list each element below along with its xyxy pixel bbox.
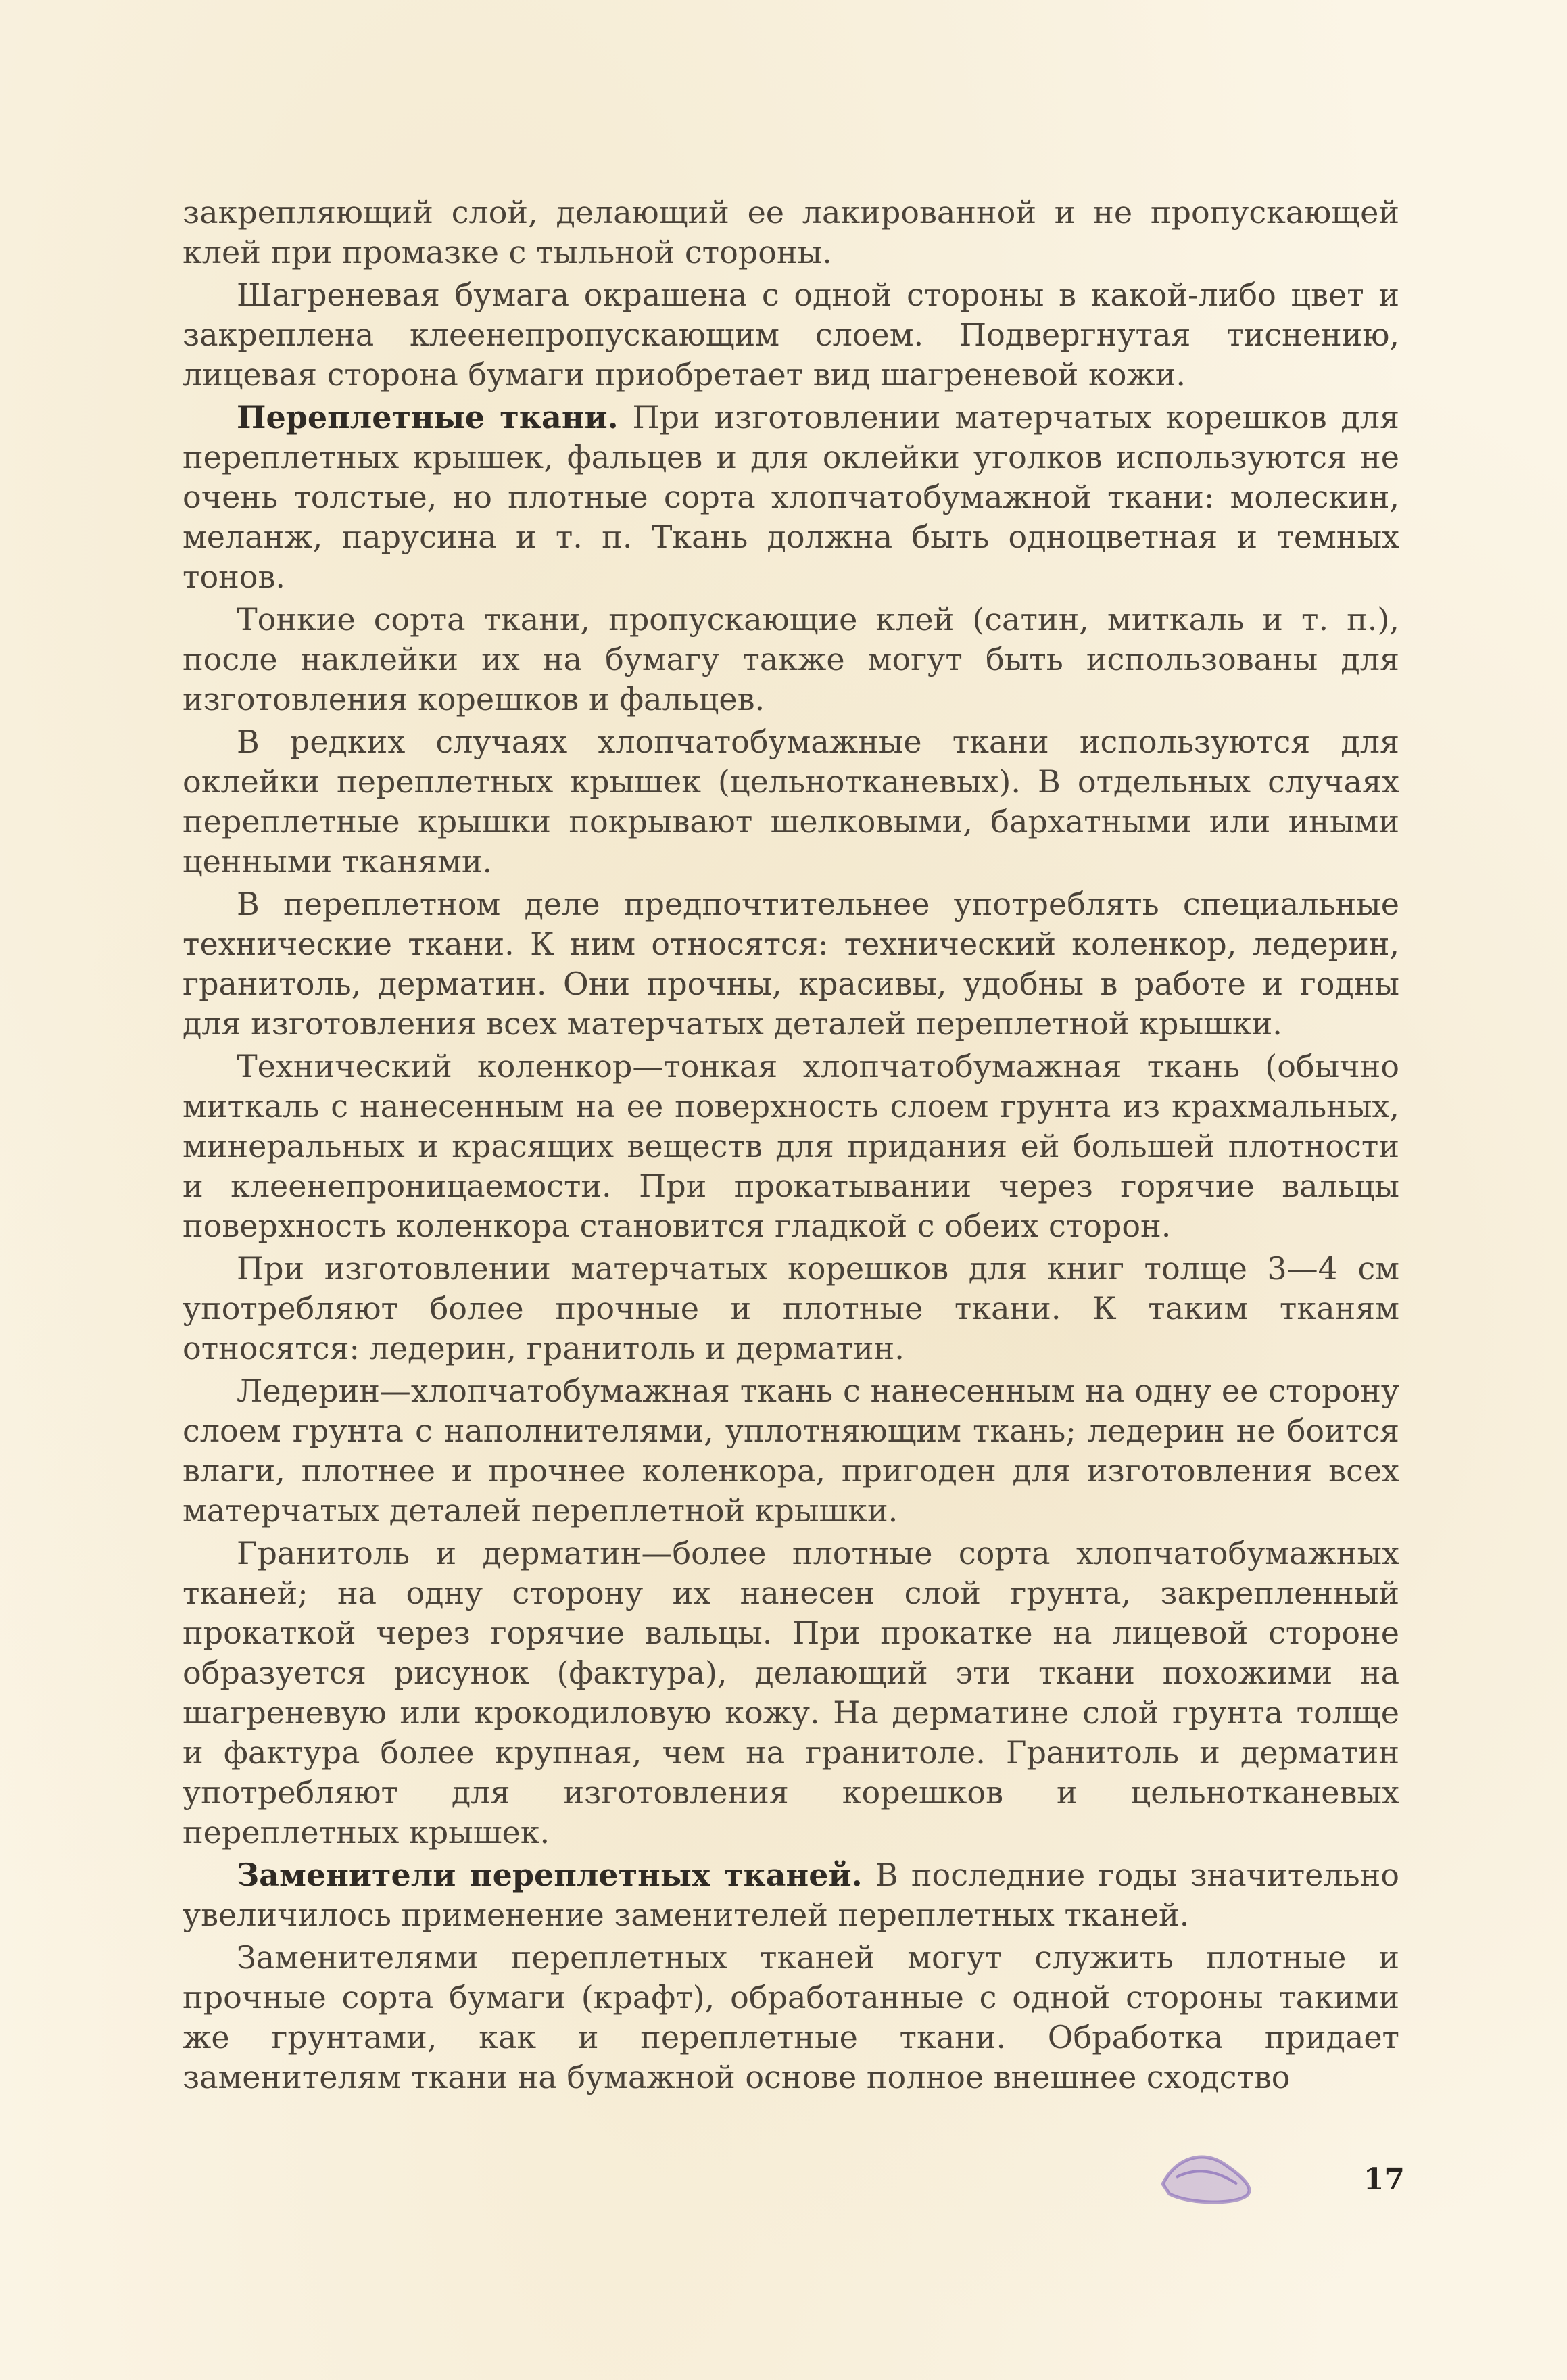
paragraph-2 — [183, 398, 1399, 597]
paragraph-0-text: закрепляющий слой, делающий ее лакированной и не пропускающей клей при промазке с тыльной стороны. — [183, 194, 1399, 270]
paragraph-10 — [183, 1855, 1399, 1935]
paragraph-10-text: В последние годы значительно увеличилось применение заменителей переплетных тканей. — [183, 1857, 1399, 1933]
paragraph-5 — [183, 884, 1399, 1044]
library-stamp-icon — [1149, 2137, 1271, 2211]
paragraph-6 — [183, 1047, 1399, 1246]
paragraph-1 — [183, 275, 1399, 395]
paragraph-3-text: Тонкие сорта ткани, пропускающие клей (сатин, миткаль и т. п.), после наклейки их на бумагу также могут быть использованы для изготовления корешков и фальцев. — [183, 601, 1399, 717]
paragraph-11-text: Заменителями переплетных тканей могут служить плотные и прочные сорта бумаги (крафт), обработанные с одной стороны такими же грунтами, как и переплетные ткани. Обработка придает заменителям ткани на бумажной основе полное внешнее сходство — [183, 1939, 1399, 2095]
paragraph-8 — [183, 1371, 1399, 1531]
paragraph-7-text: При изготовлении матерчатых корешков для книг толще 3—4 см употребляют более прочные и плотные ткани. К таким тканям относятся: ледерин, гранитоль и дерматин. — [183, 1250, 1399, 1366]
paragraph-5-text: В переплетном деле предпочтительнее употреблять специальные технические ткани. К ним относятся: технический коленкор, ледерин, гранитоль, дерматин. Они прочны, красивы, удобны в работе и годны для изготовления всех матерчатых деталей переплетной крышки. — [183, 886, 1399, 1042]
paragraph-4-text: В редких случаях хлопчатобумажные ткани используются для оклейки переплетных крышек (цельнотканевых). В отдельных случаях переплетные крышки покрывают шелковыми, бархатными или иными ценными тканями. — [183, 723, 1399, 880]
paragraph-2-text: При изготовлении матерчатых корешков для переплетных крышек, фальцев и для оклейки уголков используются не очень толстые, но плотные сорта хлопчатобумажной ткани: молескин, меланж, парусина и т. п. Ткань должна быть одноцветная и темных тонов. — [183, 399, 1399, 595]
paragraph-11 — [183, 1938, 1399, 2097]
paragraph-7 — [183, 1249, 1399, 1368]
paragraph-9 — [183, 1533, 1399, 1853]
paragraph-9-text: Гранитоль и дерматин—более плотные сорта хлопчатобумажных тканей; на одну сторону их нанесен слой грунта, закрепленный прокаткой через горячие вальцы. При прокатке на лицевой стороне образуется рисунок (фактура), делающий эти ткани похожими на шагреневую или крокодиловую кожу. На дерматине слой грунта толще и фактура более крупная, чем на гранитоле. Гранитоль и дерматин употребляют для изготовления корешков и цельнотканевых переплетных крышек. — [183, 1535, 1399, 1851]
body-text — [183, 193, 1399, 2097]
paragraph-4 — [183, 722, 1399, 882]
section-heading-fabric-substitutes: Заменители переплетных тканей. — [237, 1857, 863, 1893]
paragraph-6-text: Технический коленкор—тонкая хлопчатобумажная ткань (обычно миткаль с нанесенным на ее поверхность слоем грунта из крахмальных, минеральных и красящих веществ для придания ей большей плотности и клеенепроницаемости. При прокатывании через горячие вальцы поверхность коленкора становится гладкой с обеих сторон. — [183, 1048, 1399, 1244]
paragraph-0 — [183, 193, 1399, 272]
page-number: 17 — [1363, 2162, 1405, 2197]
paragraph-3 — [183, 600, 1399, 719]
paragraph-8-text: Ледерин—хлопчатобумажная ткань с нанесенным на одну ее сторону слоем грунта с наполнителями, уплотняющим ткань; ледерин не боится влаги, плотнее и прочнее коленкора, пригоден для изготовления всех матерчатых деталей переплетной крышки. — [183, 1373, 1399, 1529]
section-heading-bookbinding-fabrics: Переплетные ткани. — [237, 399, 619, 435]
paragraph-1-text: Шагреневая бумага окрашена с одной стороны в какой-либо цвет и закреплена клеенепропускающим слоем. Подвергнутая тиснению, лицевая сторона бумаги приобретает вид шагреневой кожи. — [183, 277, 1399, 393]
